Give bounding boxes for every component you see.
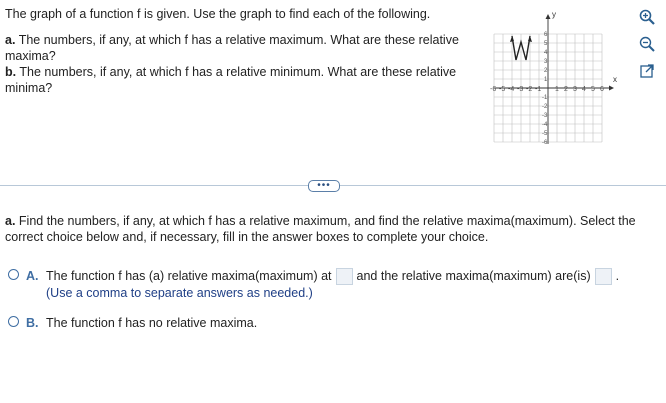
curve-left-arrow [510, 36, 514, 42]
choice-b[interactable] [8, 315, 257, 331]
curve-right-arrow [528, 36, 532, 42]
choice-b-text: The function f has no relative maxima. [46, 316, 258, 330]
y-tick-label: 6 [544, 32, 548, 38]
y-tick-label: 3 [544, 59, 548, 65]
y-tick-label: 4 [544, 50, 548, 56]
expand-more-button[interactable]: ••• [308, 180, 340, 192]
y-tick-label: -2 [542, 104, 548, 110]
y-tick-label: -5 [542, 131, 548, 137]
y-tick-label: -1 [542, 95, 548, 101]
x-tick-label: 4 [582, 86, 586, 93]
graph-tools [638, 8, 658, 89]
x-tick-label: -6 [490, 86, 497, 93]
function-graph [484, 8, 624, 153]
choice-a[interactable] [8, 268, 619, 301]
y-tick-label: -6 [542, 140, 548, 146]
y-tick-label: 2 [544, 68, 548, 74]
x-tick-label: -5 [499, 86, 506, 93]
y-tick-label: -4 [542, 122, 548, 128]
x-tick-label: -1 [535, 86, 542, 93]
x-tick-label: 1 [555, 86, 559, 93]
choice-b-radio[interactable] [8, 316, 19, 327]
x-tick-label: 3 [573, 86, 577, 93]
choice-a-radio[interactable] [8, 269, 19, 280]
x-tick-labels [490, 86, 604, 93]
zoom-in-icon[interactable] [638, 8, 656, 26]
y-axis-label: y [552, 10, 556, 19]
question-text: a. Find the numbers, if any, at which f has a relative maximum, and find the relative maxima(maximum). Select the correct choice below and, if necessary, fill in the answer boxes to complete your choice. [5, 214, 636, 244]
answer-box-x-values[interactable] [336, 268, 353, 285]
x-tick-label: -3 [517, 86, 524, 93]
x-tick-label: -2 [526, 86, 533, 93]
y-tick-label: -3 [542, 113, 548, 119]
problem-statement [5, 6, 475, 96]
choice-a-hint: (Use a comma to separate answers as needed.) [46, 286, 313, 301]
choice-a-letter: A. [26, 269, 39, 283]
y-tick-labels [542, 32, 548, 146]
zoom-out-icon[interactable] [638, 35, 656, 53]
x-tick-label: 5 [591, 86, 595, 93]
x-tick-label: 2 [564, 86, 568, 93]
problem-intro: The graph of a function f is given. Use the graph to find each of the following. [5, 7, 431, 21]
popout-icon[interactable] [638, 62, 656, 80]
x-tick-label: -4 [508, 86, 515, 93]
x-axis-arrow [609, 86, 614, 91]
part-a: a. The numbers, if any, at which f has a relative maximum. What are these relative maxima? [5, 33, 459, 63]
y-tick-label: 1 [544, 77, 548, 83]
y-tick-label: 5 [544, 41, 548, 47]
y-axis-arrow [546, 14, 551, 19]
answer-box-max-values[interactable] [595, 268, 612, 285]
x-tick-label: 6 [600, 86, 604, 93]
choice-b-letter: B. [26, 316, 39, 330]
x-axis-label: x [613, 75, 617, 84]
choice-a-body: The function f has (a) relative maxima(maximum) at and the relative maxima(maximum) are(is) . (Use a comma to separate answers as needed.) [46, 269, 620, 301]
part-b: b. The numbers, if any, at which f has a relative minimum. What are these relative minima? [5, 65, 457, 95]
